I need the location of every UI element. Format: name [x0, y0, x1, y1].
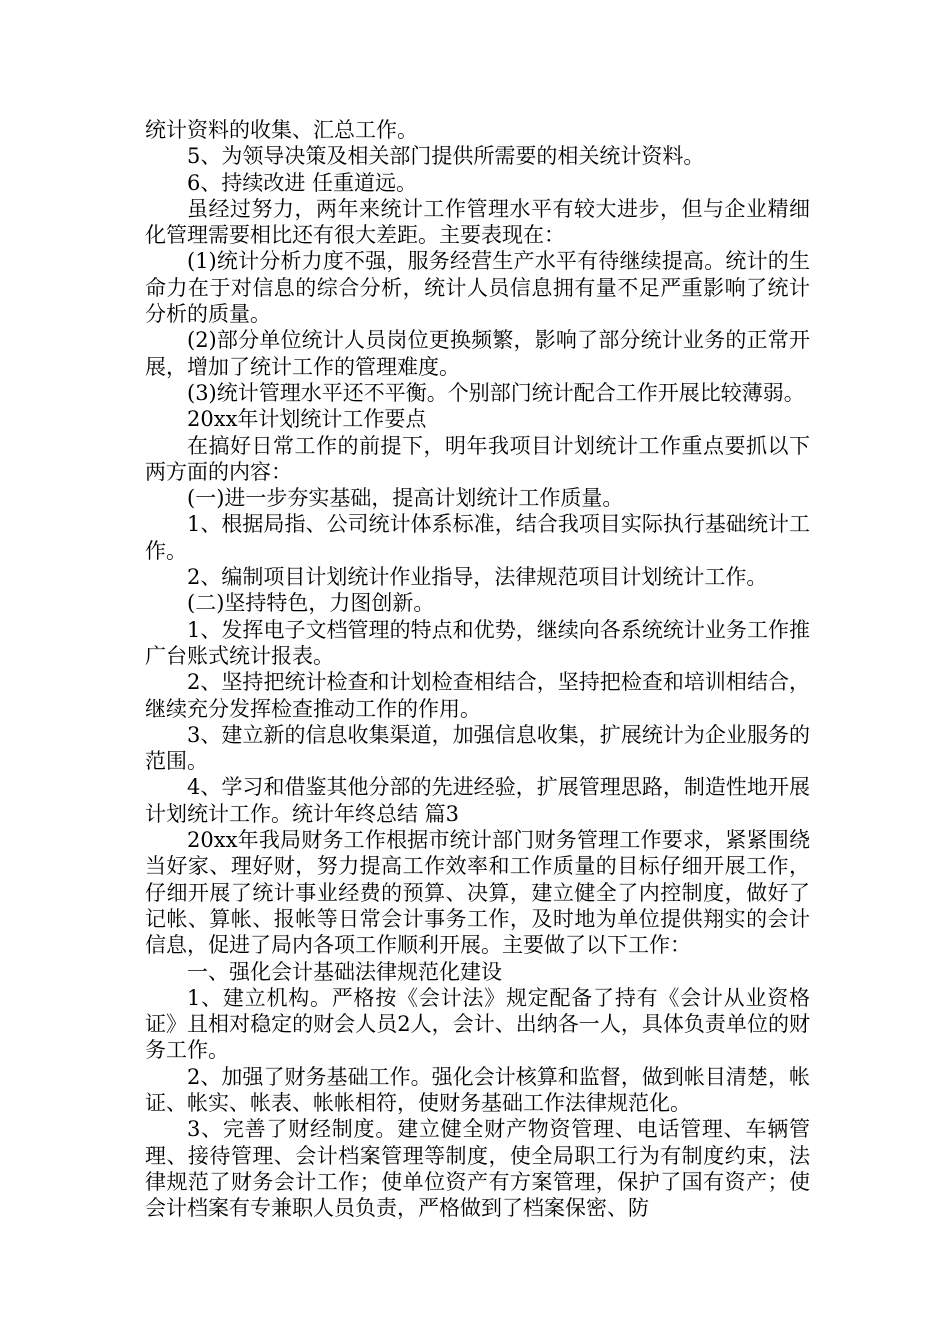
paragraph: (3)统计管理水平还不平衡。个别部门统计配合工作开展比较薄弱。 [187, 380, 805, 405]
paragraph: 1、建立机构。严格按《会计法》规定配备了持有《会计从业资格证》且相对稳定的财会人员2人，会计、出纳各一人，具体负责单位的财务工作。 [145, 985, 810, 1063]
paragraph: 1、发挥电子文档管理的特点和优势，继续向各系统统计业务工作推广台账式统计报表。 [145, 617, 810, 668]
paragraph: (一)进一步夯实基础，提高计划统计工作质量。 [187, 486, 624, 511]
paragraph: 5、为领导决策及相关部门提供所需要的相关统计资料。 [187, 144, 705, 169]
paragraph: (1)统计分析力度不强，服务经营生产水平有待继续提高。统计的生命力在于对信息的综合分析，统计人员信息拥有量不足严重影响了统计分析的质量。 [145, 249, 810, 327]
paragraph: 2、坚持把统计检查和计划检查相结合，坚持把检查和培训相结合，继续充分发挥检查推动工作的作用。 [145, 670, 810, 721]
paragraph: 3、建立新的信息收集渠道，加强信息收集，扩展统计为企业服务的范围。 [145, 722, 810, 774]
paragraph: (二)坚持特色，力图创新。 [187, 591, 435, 616]
paragraph: 2、加强了财务基础工作。强化会计核算和监督，做到帐目清楚，帐证、帐实、帐表、帐帐相符，使财务基础工作法律规范化。 [145, 1064, 810, 1115]
paragraph: 3、完善了财经制度。建立健全财产物资管理、电话管理、车辆管理、接待管理、会计档案管理等制度，使全局职工行为有制度约束，法律规范了财务会计工作；使单位资产有方案管理，保护了国有资产；使会计档案有专兼职人员负责，严格做到了档案保密、防 [145, 1117, 810, 1221]
paragraph: (2)部分单位统计人员岗位更换频繁，影响了部分统计业务的正常开展，增加了统计工作的管理难度。 [145, 328, 810, 379]
paragraph: 20xx年我局财务工作根据市统计部门财务管理工作要求，紧紧围绕当好家、理好财，努力提高工作效率和工作质量的目标仔细开展工作，仔细开展了统计事业经费的预算、决算，建立健全了内控制度，做好了记帐、算帐、报帐等日常会计事务工作，及时地为单位提供翔实的会计信息，促进了局内各项工作顺利开展。主要做了以下工作： [145, 828, 810, 958]
section-heading: 20xx年计划统计工作要点 [187, 407, 427, 432]
section-heading: 一、强化会计基础法律规范化建设 [187, 959, 502, 984]
paragraph: 统计资料的收集、汇总工作。 [145, 118, 418, 142]
paragraph: 4、学习和借鉴其他分部的先进经验，扩展管理思路，制造性地开展计划统计工作。统计年终总结 篇3 [145, 775, 810, 826]
document-body [145, 117, 810, 1221]
paragraph: 虽经过努力，两年来统计工作管理水平有较大进步，但与企业精细化管理需要相比还有很大差距。主要表现在： [145, 196, 810, 248]
paragraph: 在搞好日常工作的前提下，明年我项目计划统计工作重点要抓以下两方面的内容： [145, 433, 810, 484]
paragraph: 1、根据局指、公司统计体系标准，结合我项目实际执行基础统计工作。 [145, 512, 810, 563]
paragraph: 6、持续改进 任重道远。 [187, 170, 418, 195]
paragraph: 2、编制项目计划统计作业指导，法律规范项目计划统计工作。 [187, 565, 768, 590]
